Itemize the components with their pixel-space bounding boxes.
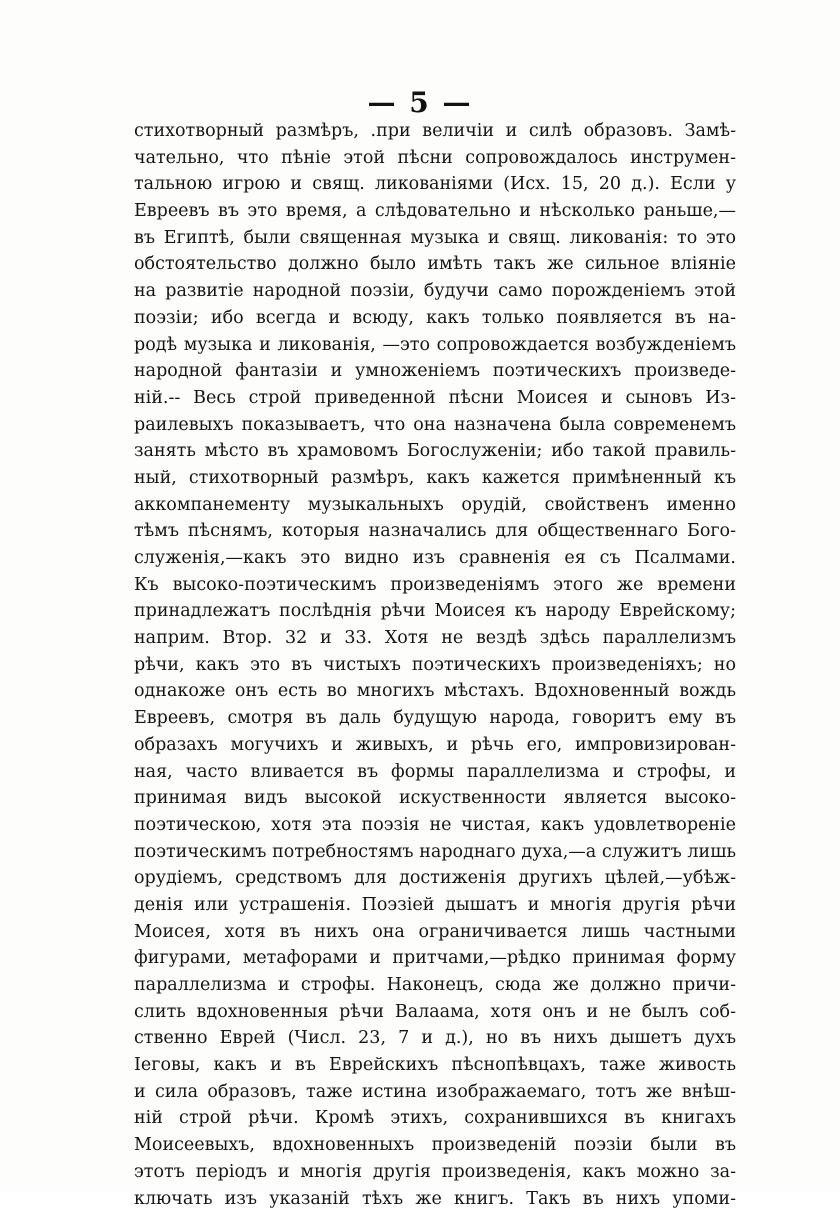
- text-line: принимая видъ высокой искуственности является высоко-: [134, 785, 736, 812]
- text-line: орудiемъ, средствомъ для достиженiя другихъ цѣлей,—убѣж-: [134, 865, 736, 892]
- text-line: аккомпанементу музыкальныхъ орудiй, свойственъ именно: [134, 492, 736, 519]
- text-line: на развитiе народной поэзiи, будучи само порожденiемъ этой: [134, 278, 736, 305]
- text-line: поэзiи; ибо всегда и всюду, какъ только появляется въ на-: [134, 305, 736, 332]
- text-line: Къ высоко-поэтическимъ произведенiямъ этого же времени: [134, 572, 736, 599]
- page-number: — 5 —: [0, 86, 840, 119]
- text-line: параллелизма и строфы. Наконецъ, сюда же должно причи-: [134, 972, 736, 999]
- text-line: Iеговы, какъ и въ Еврейскихъ пѣснопѣвцахъ, таже живость: [134, 1052, 736, 1079]
- text-line: наприм. Втор. 32 и 33. Хотя не вездѣ здѣсь параллелизмъ: [134, 625, 736, 652]
- text-line: народной фантазiи и умноженiемъ поэтическихъ произведе-: [134, 358, 736, 385]
- text-line: и сила образовъ, таже истина изображаемаго, тотъ же внѣш-: [134, 1079, 736, 1106]
- text-line: ключать изъ указанiй тѣхъ же книгъ. Такъ въ нихъ упоми-: [134, 1186, 736, 1212]
- text-line: ственно Еврей (Числ. 23, 7 и д.), но въ нихъ дышетъ духъ: [134, 1025, 736, 1052]
- text-line: Евреевъ въ это время, а слѣдовательно и нѣсколько раньше,—: [134, 198, 736, 225]
- text-line: тѣмъ пѣснямъ, которыя назначались для общественнаго Бого-: [134, 518, 736, 545]
- text-line: родѣ музыка и ликованiя, —это сопровождается возбужденiемъ: [134, 332, 736, 359]
- text-line: стихотворный размѣръ, .при величiи и силѣ образовъ. Замѣ-: [134, 118, 736, 145]
- text-line: денiя или устрашенiя. Поэзiей дышатъ и многiя другiя рѣчи: [134, 892, 736, 919]
- text-line: служенiя,—какъ это видно изъ сравненiя ея съ Псалмами.: [134, 545, 736, 572]
- text-line: Евреевъ, смотря въ даль будущую народа, говоритъ ему въ: [134, 705, 736, 732]
- text-line: ная, часто вливается въ формы параллелизма и строфы, и: [134, 759, 736, 786]
- text-line: однакоже онъ есть во многихъ мѣстахъ. Вдохновенный вождь: [134, 678, 736, 705]
- text-line: Моисея, хотя въ нихъ она ограничивается лишь частными: [134, 919, 736, 946]
- text-line: чательно, что пѣнiе этой пѣсни сопровождалось инструмен-: [134, 145, 736, 172]
- text-line: нiй строй рѣчи. Кромѣ этихъ, сохранившихся въ книгахъ: [134, 1105, 736, 1132]
- body-text: [134, 118, 736, 1212]
- text-line: обстоятельство должно было имѣть такъ же сильное влiянiе: [134, 251, 736, 278]
- text-line: раилевыхъ показываетъ, что она назначена была современемъ: [134, 412, 736, 439]
- text-line: принадлежатъ послѣднiя рѣчи Моисея къ народу Еврейскому;: [134, 598, 736, 625]
- text-line: этотъ перiодъ и многiя другiя произведенiя, какъ можно за-: [134, 1159, 736, 1186]
- text-line: нiй.-- Весь строй приведенной пѣсни Моисея и сыновъ Из-: [134, 385, 736, 412]
- text-line: рѣчи, какъ это въ чистыхъ поэтическихъ произведенiяхъ; но: [134, 652, 736, 679]
- text-line: поэтическимъ потребностямъ народнаго духа,—а служитъ лишь: [134, 839, 736, 866]
- text-line: занять мѣсто въ храмовомъ Богослуженiи; ибо такой правиль-: [134, 438, 736, 465]
- text-line: фигурами, метафорами и притчами,—рѣдко принимая форму: [134, 945, 736, 972]
- text-line: слить вдохновенныя рѣчи Валаама, хотя онъ и не былъ соб-: [134, 999, 736, 1026]
- text-line: тальною игрою и свящ. ликованiями (Исх. 15, 20 д.). Если у: [134, 171, 736, 198]
- text-line: образахъ могучихъ и живыхъ, и рѣчь его, импровизирован-: [134, 732, 736, 759]
- text-line: въ Египтѣ, были священная музыка и свящ. ликованiя: то это: [134, 225, 736, 252]
- text-line: ный, стихотворный размѣръ, какъ кажется примѣненный къ: [134, 465, 736, 492]
- text-line: Моисеевыхъ, вдохновенныхъ произведенiй поэзiи были въ: [134, 1132, 736, 1159]
- text-line: поэтическою, хотя эта поэзiя не чистая, какъ удовлетворенiе: [134, 812, 736, 839]
